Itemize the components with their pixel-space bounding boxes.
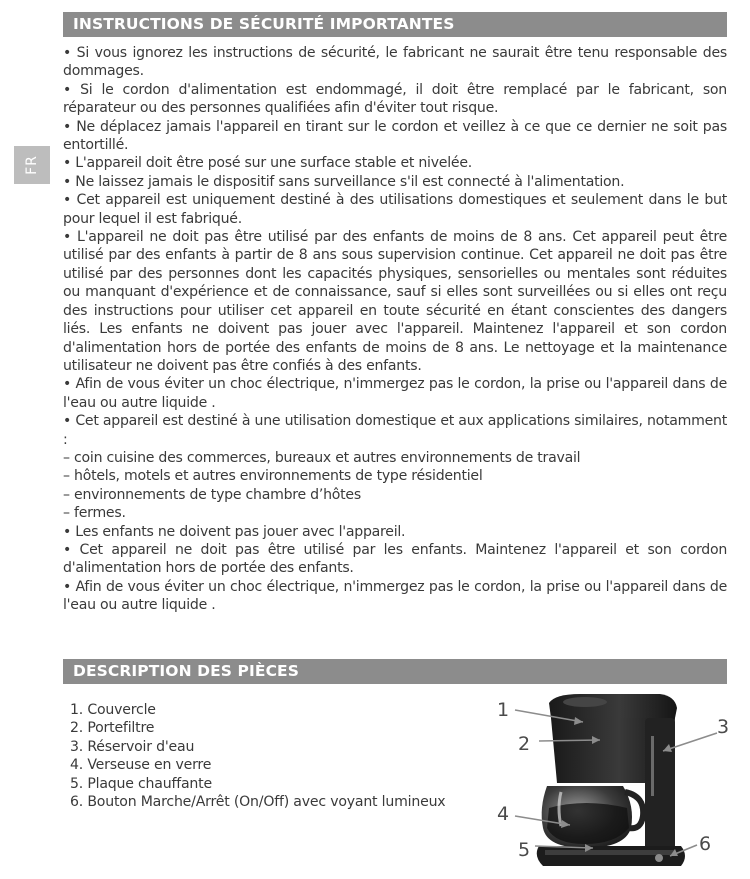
part-item-lid: 1. Couvercle (70, 702, 156, 718)
callout-2: 2 (518, 733, 531, 755)
safety-instructions (63, 44, 727, 615)
callout-1: 1 (497, 699, 510, 721)
safety-list-item: – hôtels, motels et autres environnements de type résidentiel (63, 468, 483, 485)
part-item-power-switch: 6. Bouton Marche/Arrêt (On/Off) avec voyant lumineux (70, 794, 446, 811)
coffee-maker-diagram (485, 688, 750, 879)
part-item-water-tank: 3. Réservoir d'eau (70, 738, 195, 755)
safety-paragraph: • Afin de vous éviter un choc électrique, n'immergez pas le cordon, la prise ou l'appareil dans de l'eau ou autre liquide . (63, 376, 727, 411)
safety-paragraph: • Si le cordon d'alimentation est endommagé, il doit être remplacé par le fabricant, son réparateur ou des personnes qualifiées afin d'éviter tout risque. (63, 81, 727, 117)
safety-paragraph: • Les enfants ne doivent pas jouer avec l'appareil. (63, 523, 406, 540)
language-tab-label: FR (24, 155, 40, 175)
part-item-hot-plate: 5. Plaque chauffante (70, 775, 212, 792)
safety-paragraph: • Ne laissez jamais le dispositif sans surveillance s'il est connecté à l'alimentation. (63, 173, 625, 190)
safety-list-item: – fermes. (63, 505, 126, 522)
callout-4: 4 (497, 803, 510, 825)
safety-paragraph: • Ne déplacez jamais l'appareil en tirant sur le cordon et veillez à ce que ce dernier ne soit pas entortillé. (63, 118, 727, 154)
callout-5: 5 (518, 839, 531, 861)
safety-paragraph: • L'appareil doit être posé sur une surface stable et nivelée. (63, 155, 472, 172)
part-item-glass-carafe: 4. Verseuse en verre (70, 757, 212, 774)
safety-paragraph: • Cet appareil est uniquement destiné à des utilisations domestiques et seulement dans le but pour lequel il est fabriqué. (63, 192, 727, 227)
parts-list (70, 701, 490, 811)
coffee-maker-illustration (537, 694, 685, 866)
safety-list-item: – environnements de type chambre d’hôtes (63, 486, 361, 503)
safety-paragraph: • Si vous ignorez les instructions de sécurité, le fabricant ne saurait être tenu responsable des dommages. (63, 45, 727, 80)
safety-list-item: – coin cuisine des commerces, bureaux et autres environnements de travail (63, 449, 581, 466)
safety-paragraph: • Afin de vous éviter un choc électrique, n'immergez pas le cordon, la prise ou l'appareil dans de l'eau ou autre liquide . (63, 578, 727, 614)
language-tab (14, 146, 50, 184)
safety-paragraph: • L'appareil ne doit pas être utilisé par des enfants de moins de 8 ans. Cet appareil peut être utilisé par des enfants à partir de 8 ans sous supervision continue. Cet appareil ne doit pas être utilisé par des personnes dont les capacités physiques, sensorielles ou mentales sont réduites ou manquant d'expérience et de connaissance, sauf si elles sont surveillées ou si elles ont reçu des instructions pour utiliser cet appareil en toute sécurité en étant conscientes des dangers liés. Les enfants ne doivent pas jouer avec l'appareil. Maintenez l'appareil et son cordon d'alimentation hors de portée des enfants de moins de 8 ans. Le nettoyage et la maintenance utilisateur ne doivent pas être confiés à des enfants. (63, 229, 727, 374)
callout-3: 3 (717, 716, 730, 738)
safety-section-title: INSTRUCTIONS DE SÉCURITÉ IMPORTANTES (63, 12, 727, 37)
part-item-filter-holder: 2. Portefiltre (70, 720, 155, 737)
safety-paragraph: • Cet appareil ne doit pas être utilisé par les enfants. Maintenez l'appareil et son cordon d'alimentation hors de portée des enfants. (63, 541, 727, 577)
parts-section-title: DESCRIPTION DES PIÈCES (63, 659, 727, 684)
safety-paragraph: • Cet appareil est destiné à une utilisation domestique et aux applications similaires, notamment : (63, 413, 727, 448)
callout-6: 6 (699, 833, 712, 855)
